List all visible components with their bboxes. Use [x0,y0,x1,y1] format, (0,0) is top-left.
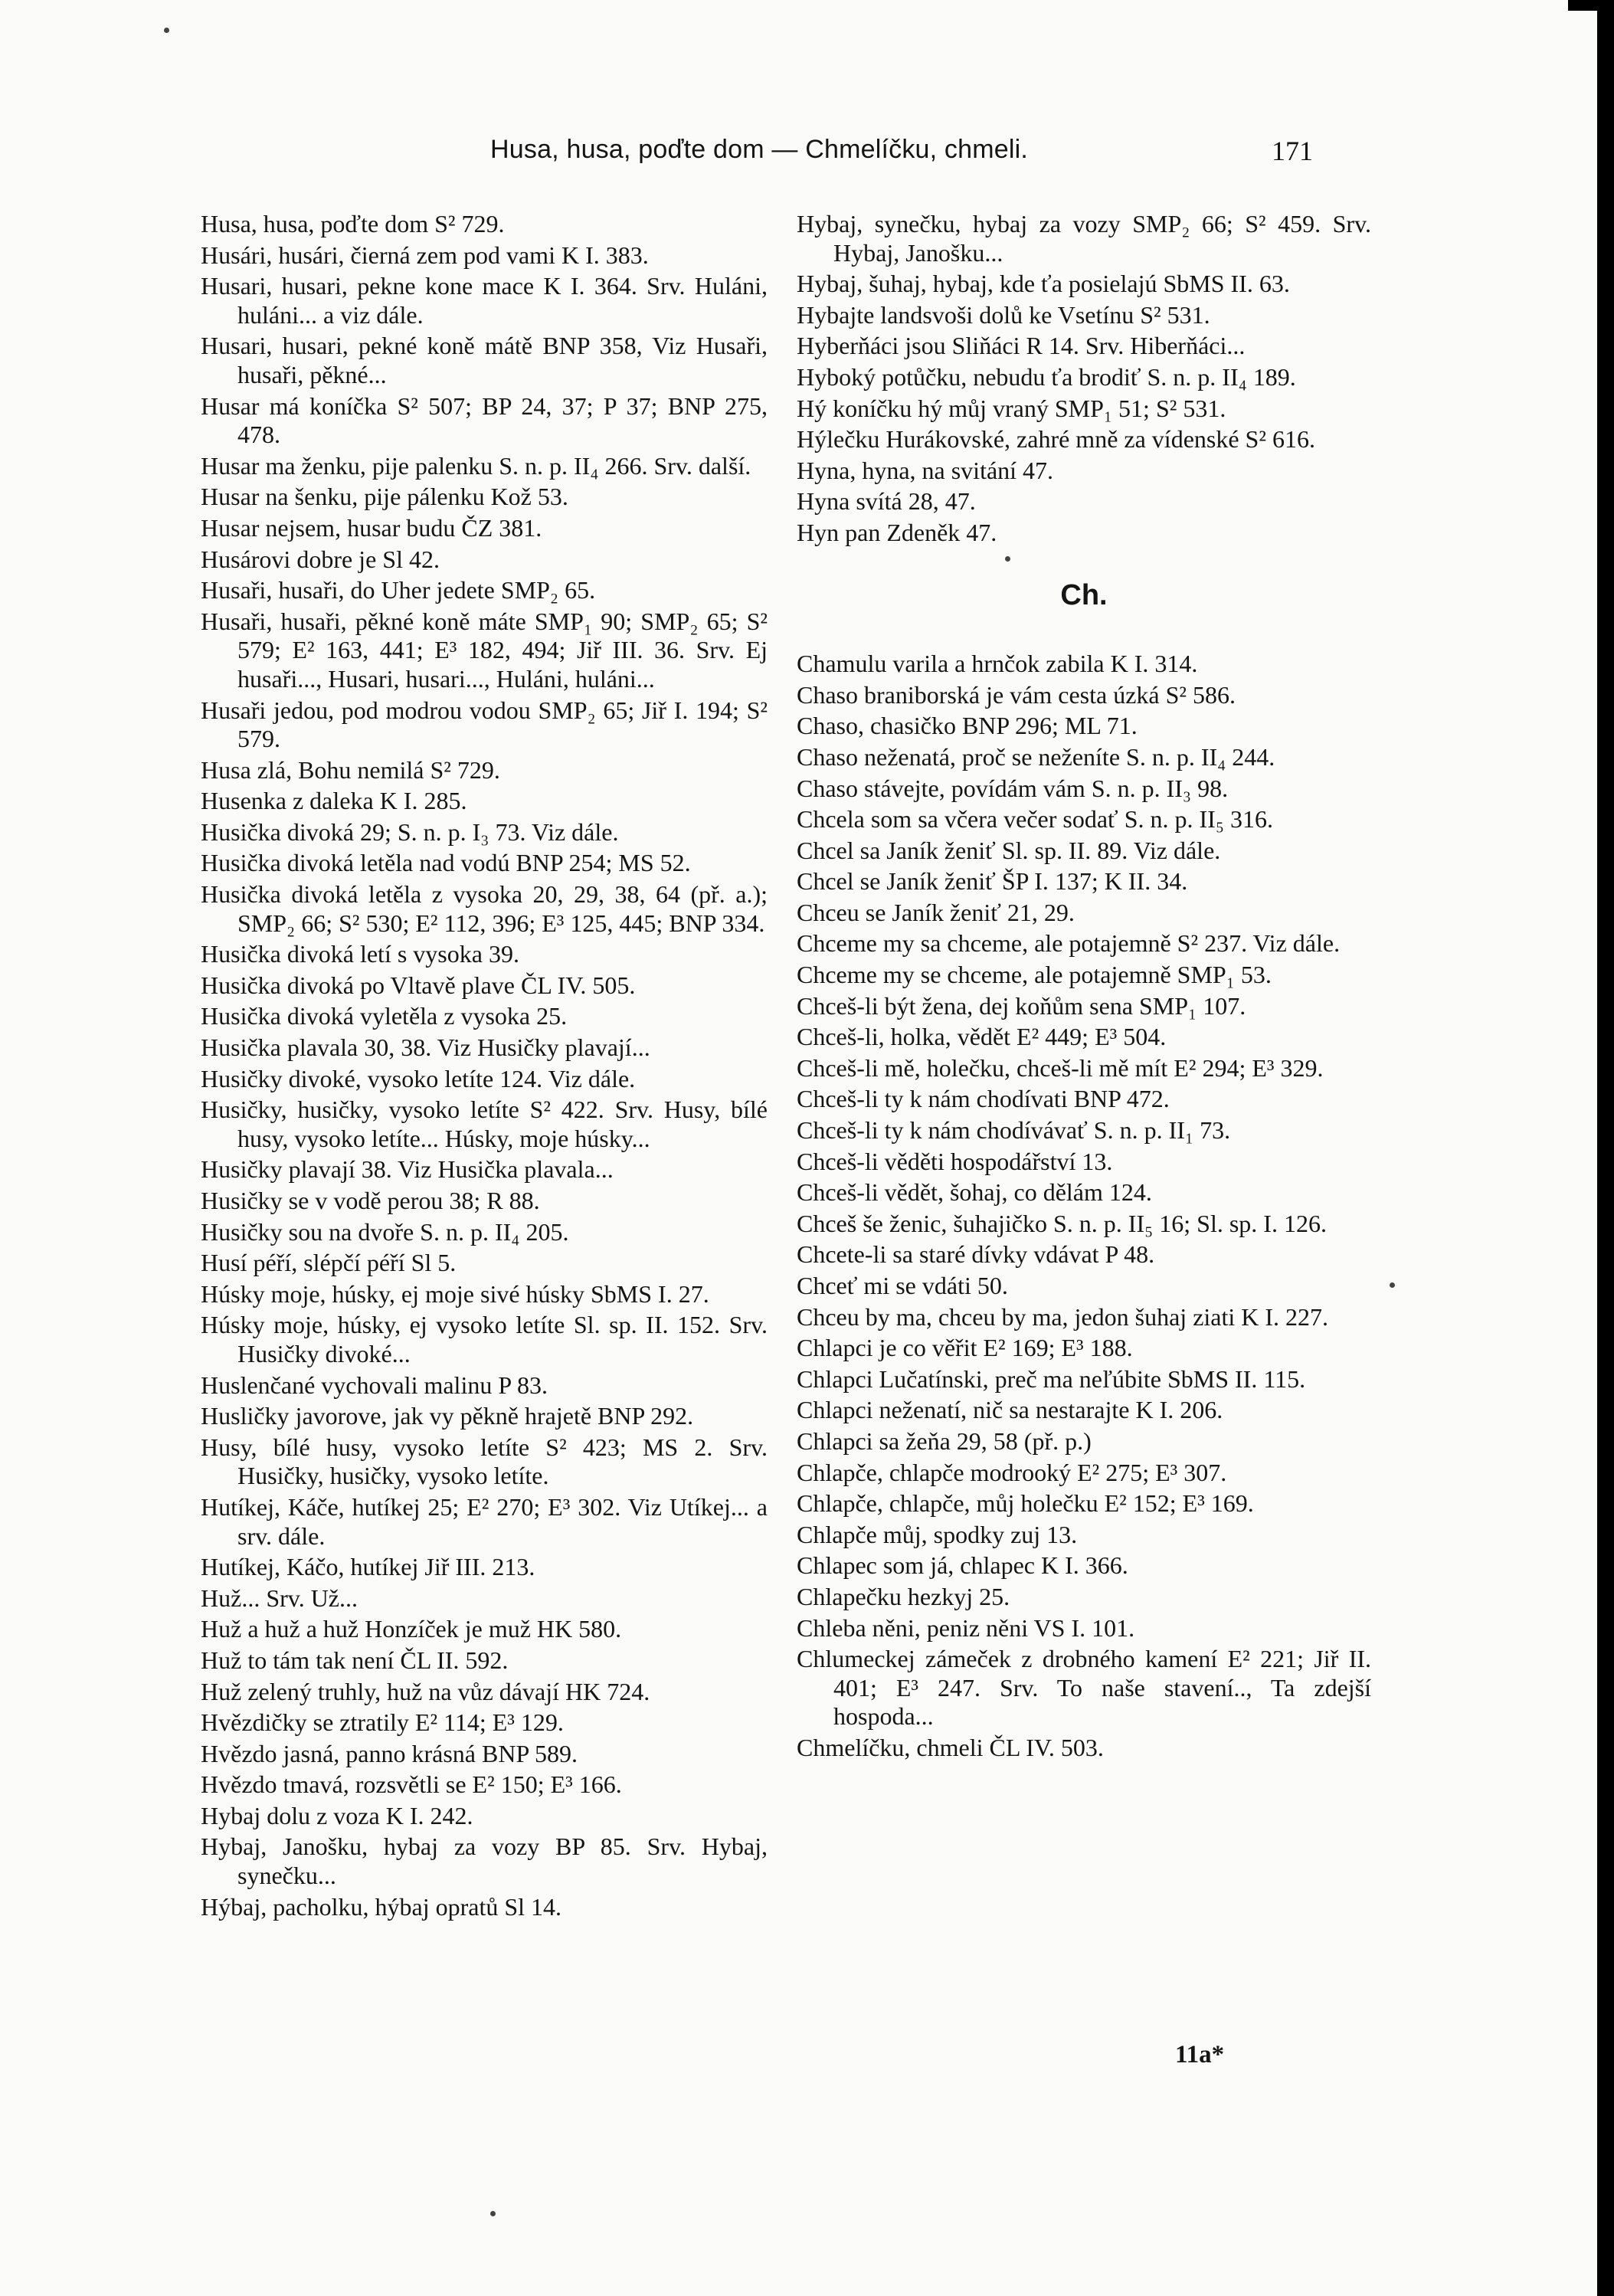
index-entry: Chceš še ženic, šuhajičko S. n. p. II₅ 16; Sl. sp. I. 126. [797,1209,1327,1237]
index-entry: Husí péří, slépčí péří Sl 5. [201,1249,457,1277]
index-entry: Hybaj, šuhaj, hybaj, kde ťa posielajú SbMS II. 63. [797,270,1290,298]
index-entry: Husaři, husaři, pěkné koně máte SMP₁ 90; SMP₂ 65; S² 579; E² 163, 441; E³ 182, 494; Jiř III. 36. Srv. Ej husaři..., Husari, husari..., Huláni, huláni... [201,607,768,693]
speck-mark [1005,556,1010,562]
index-entry: Húsky moje, húsky, ej vysoko letíte Sl. sp. II. 152. Srv. Husičky divoké... [201,1311,768,1367]
running-title: Husa, husa, poďte dom — Chmelíčku, chmeli. [490,135,1029,164]
index-entry: Hýbaj, pacholku, hýbaj opratů Sl 14. [201,1892,562,1921]
index-entry: Chaso braniborská je vám cesta úzká S² 586. [797,680,1236,709]
section-heading: Ch. [1060,578,1108,611]
index-entry: Huž a huž a huž Honzíček je muž HK 580. [201,1615,622,1643]
index-entry: Hutíkej, Káčo, hutíkej Jiř III. 213. [201,1553,535,1581]
index-entry: Chceš-li ty k nám chodívati BNP 472. [797,1085,1170,1113]
index-entry: Chceme my se chceme, ale potajemně SMP₁ 53. [797,961,1272,989]
index-entry: Huž to tám tak není ČL II. 592. [201,1646,509,1674]
index-entry: Chaso stávejte, povídám vám S. n. p. II₃ 98. [797,774,1229,802]
index-entry: Husička divoká 29; S. n. p. I₃ 73. Viz dále. [201,817,619,846]
index-entry: Husička divoká letěla z vysoka 20, 29, 38, 64 (př. a.); SMP₂ 66; S² 530; E² 112, 396; E³ 125, 445; BNP 334. [201,880,768,937]
index-entry: Chlumeckej zámeček z drobného kamení E² 221; Jiř II. 401; E³ 247. Srv. To naše stavení.., Ta zdejší hospoda... [797,1645,1371,1731]
index-entry: Chlapec som já, chlapec K I. 366. [797,1551,1128,1580]
index-entry: Husličky javorove, jak vy pěkně hrajetě BNP 292. [201,1402,694,1430]
index-entry: Husaři, husaři, do Uher jedete SMP₂ 65. [201,576,596,604]
index-entry: Huslenčané vychovali malinu P 83. [201,1371,548,1399]
index-entry: Chceš-li vědět, šohaj, co dělám 124. [797,1178,1152,1207]
index-entry: Chceť mi se vdáti 50. [797,1272,1008,1299]
scan-edge-top [1568,0,1614,11]
index-entry: Hyboký potůčku, nebudu ťa brodiť S. n. p. II₄ 189. [797,362,1296,391]
index-entry: Húsky moje, húsky, ej moje sivé húsky SbMS I. 27. [201,1279,709,1308]
index-entry: Hvězdo jasná, panno krásná BNP 589. [201,1739,578,1767]
index-entry: Chamulu varila a hrnčok zabila K I. 314. [797,650,1198,678]
signature-mark: 11a* [1175,2041,1225,2068]
index-entry: Husa zlá, Bohu nemilá S² 729. [201,755,500,784]
index-entry: Hvězdo tmavá, rozsvětli se E² 150; E³ 166. [201,1770,622,1799]
index-entry: Huž zelený truhly, huž na vůz dávají HK 724. [201,1677,650,1705]
index-entry: Hutíkej, Káče, hutíkej 25; E² 270; E³ 302. Viz Utíkej... a srv. dále. [201,1492,768,1550]
index-entry: Chceš-li mě, holečku, chceš-li mě mít E² 294; E³ 329. [797,1053,1324,1082]
index-entry: Hyberňáci jsou Sliňáci R 14. Srv. Hiberňáci... [797,332,1246,360]
index-entry: Husičky, husičky, vysoko letíte S² 422. Srv. Husy, bílé husy, vysoko letíte... Húsky, moje húsky... [201,1096,768,1152]
index-entry: Chmelíčku, chmeli ČL IV. 503. [797,1733,1104,1761]
index-entry: Chlapče, chlapče modrooký E² 275; E³ 307. [797,1458,1227,1486]
index-entry: Husa, husa, poďte dom S² 729. [201,210,505,237]
index-entry: Chceš-li, holka, vědět E² 449; E³ 504. [797,1023,1167,1051]
index-entry: Hybaj, synečku, hybaj za vozy SMP₂ 66; S² 459. Srv. Hybaj, Janošku... [797,210,1371,267]
index-entry: Hýlečku Hurákovské, zahré mně za vídenské S² 616. [797,425,1315,454]
h-entries-block [797,210,1371,548]
index-entry: Husička plavala 30, 38. Viz Husičky plavají... [201,1033,650,1062]
index-entry: Chceš-li být žena, dej koňům sena SMP₁ 107. [797,991,1246,1020]
index-entry: Husar ma ženku, pije palenku S. n. p. II₄ 266. Srv. další. [201,451,751,480]
index-entry: Hyna, hyna, na svitání 47. [797,456,1054,484]
speck-mark [1390,1282,1395,1288]
index-entry: Husari, husari, pekne kone mace K I. 364. Srv. Huláni, huláni... a viz dále. [201,272,768,329]
index-entry: Husenka z daleka K I. 285. [201,787,467,815]
index-entry: Hybaj, Janošku, hybaj za vozy BP 85. Srv. Hybaj, synečku... [201,1833,768,1890]
index-entry: Husičky sou na dvoře S. n. p. II₄ 205. [201,1217,569,1246]
index-entry: Chlapci Lučatínski, preč ma neľúbite SbMS II. 115. [797,1364,1306,1393]
page-number: 171 [1272,136,1313,166]
index-column-left [201,210,768,1924]
index-entry: Chcel se Janík ženiť ŠP I. 137; K II. 34. [797,867,1188,896]
index-entry: Chlapci sa žeňa 29, 58 (př. p.) [797,1426,1092,1455]
index-entry: Hyn pan Zdeněk 47. [797,518,997,546]
ch-entries-block [797,650,1371,1762]
index-entry: Husar nejsem, husar budu ČZ 381. [201,513,542,542]
index-entry: Husárovi dobre je Sl 42. [201,545,440,573]
index-entry: Husar má koníčka S² 507; BP 24, 37; P 37; BNP 275, 478. [201,391,768,449]
index-entry: Hybajte landsvoši dolů ke Vsetínu S² 531. [797,300,1210,329]
index-entry: Husičky divoké, vysoko letíte 124. Viz dále. [201,1064,636,1092]
index-entry: Chlapci neženatí, nič sa nestarajte K I. 206. [797,1396,1223,1424]
index-entry: Husička divoká po Vltavě plave ČL IV. 505. [201,971,636,999]
index-entry: Hý koníčku hý můj vraný SMP₁ 51; S² 531. [797,394,1226,422]
speck-mark [490,2211,496,2216]
index-entry: Husička divoká letí s vysoka 39. [201,940,519,968]
index-entry: Hyna svítá 28, 47. [797,487,976,516]
index-entry: Chlapci je co věřit E² 169; E³ 188. [797,1334,1133,1362]
index-entry: Husaři jedou, pod modrou vodou SMP₂ 65; Jiř I. 194; S² 579. [201,696,768,753]
index-entry: Husari, husari, pekné koně mátě BNP 358, Viz Husaři, husaři, pěkné... [201,332,768,388]
index-entry: Husári, husári, čierná zem pod vami K I. 383. [201,241,649,269]
index-entry: Husičky plavají 38. Viz Husička plavala... [201,1155,614,1184]
index-entry: Chleba něni, peniz něni VS I. 101. [797,1613,1135,1642]
index-entry: Chcela som sa včera večer sodať S. n. p. II₅ 316. [797,805,1273,834]
index-entry: Chcel sa Janík ženiť Sl. sp. II. 89. Viz dále. [797,836,1221,864]
index-entry: Chlapče, chlapče, můj holečku E² 152; E³ 169. [797,1489,1254,1518]
index-entry: Chceme my sa chceme, ale potajemně S² 237. Viz dále. [797,929,1341,958]
index-entry: Husy, bílé husy, vysoko letíte S² 423; MS 2. Srv. Husičky, husičky, vysoko letíte. [201,1433,768,1490]
index-entry: Chceu se Janík ženiť 21, 29. [797,898,1075,926]
index-entry: Hybaj dolu z voza K I. 242. [201,1801,473,1829]
index-entry: Husičky se v vodě perou 38; R 88. [201,1187,540,1214]
index-entry: Hvězdičky se ztratily E² 114; E³ 129. [201,1708,564,1737]
index-entry: Chceu by ma, chceu by ma, jedon šuhaj ziati K I. 227. [797,1302,1329,1331]
speck-mark [164,28,169,33]
index-entry: Huž... Srv. Už... [201,1584,358,1612]
index-entry: Husar na šenku, pije pálenku Kož 53. [201,483,568,511]
index-entry: Chlapče můj, spodky zuj 13. [797,1520,1078,1548]
index-entry: Chceš-li věděti hospodářství 13. [797,1147,1113,1175]
index-entry: Chaso, chasičko BNP 296; ML 71. [797,712,1138,740]
index-entry: Husička divoká vyletěla z vysoka 25. [201,1002,568,1030]
index-entry: Chcete-li sa staré dívky vdávat P 48. [797,1240,1155,1269]
scan-edge-right [1597,0,1614,2296]
index-column-right [797,210,1371,1765]
index-entry: Chaso neženatá, proč se neženíte S. n. p. II₄ 244. [797,742,1275,771]
index-entry: Chceš-li ty k nám chodívávať S. n. p. II₁ 73. [797,1116,1231,1145]
index-entry: Chlapečku hezkyj 25. [797,1582,1010,1610]
index-entry: Husička divoká letěla nad vodú BNP 254; MS 52. [201,849,691,877]
